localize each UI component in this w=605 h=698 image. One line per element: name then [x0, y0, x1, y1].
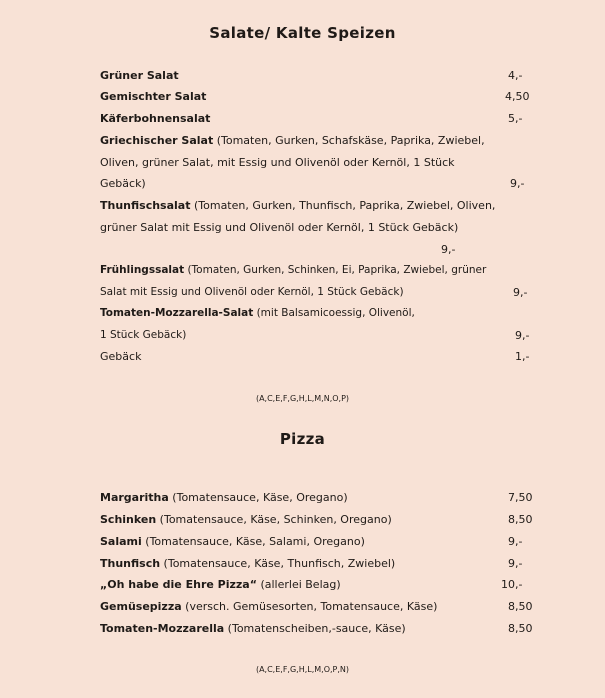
salads-title: Salate/ Kalte Speizen	[209, 24, 396, 42]
menu-item	[100, 509, 540, 530]
menu-item	[100, 618, 540, 639]
item-name: Käferbohnensalat	[100, 112, 211, 125]
item-description-line: Oliven, grüner Salat, mit Essig und Olivenöl oder Kernöl, 1 Stück	[100, 156, 455, 169]
item-name: Grüner Salat	[100, 69, 179, 82]
item-name: Schinken	[100, 513, 157, 526]
menu-item	[100, 130, 540, 151]
item-price: 9,-	[508, 557, 523, 570]
item-name: Tomaten-Mozzarella-Salat	[100, 307, 254, 319]
item-price: 4,-	[508, 69, 523, 82]
item-name: Thunfischsalat	[100, 199, 191, 212]
pizza-title: Pizza	[279, 430, 326, 448]
menu-item	[100, 596, 540, 617]
menu-item	[100, 346, 540, 367]
item-name: Griechischer Salat	[100, 134, 214, 147]
menu-item	[100, 260, 540, 281]
item-name: Thunfisch	[100, 557, 161, 570]
item-description: (Tomaten, Gurken, Schinken, Ei, Paprika, Zwiebel, grüner	[184, 264, 487, 276]
item-price: 9,-	[515, 329, 530, 342]
item-price: 9,-	[508, 535, 523, 548]
item-name: Gemischter Salat	[100, 90, 207, 103]
item-name: Frühlingssalat	[100, 264, 185, 276]
item-description: (Tomatensauce, Käse, Oregano)	[168, 491, 348, 504]
item-description-line: 1 Stück Gebäck)	[100, 329, 187, 341]
menu-item	[100, 195, 540, 216]
item-description-line: grüner Salat mit Essig und Olivenöl oder Kernöl, 1 Stück Gebäck)	[100, 221, 459, 234]
item-price: 8,50	[508, 622, 533, 635]
item-price: 8,50	[508, 513, 533, 526]
allergen-codes: (A,C,E,F,G,H,L,M,O,P,N)	[255, 665, 350, 674]
item-price: 4,50	[505, 90, 530, 103]
item-description: (Tomatensauce, Käse, Salami, Oregano)	[141, 535, 365, 548]
item-price: 10,-	[501, 578, 523, 591]
menu-item	[100, 487, 540, 508]
item-description: (allerlei Belag)	[256, 578, 341, 591]
item-description: (Tomatensauce, Käse, Schinken, Oregano)	[156, 513, 392, 526]
item-name: Margaritha	[100, 491, 169, 504]
item-price: 9,-	[513, 286, 528, 299]
item-name: Salami	[100, 535, 142, 548]
item-price: 5,-	[508, 112, 523, 125]
item-price: 9,-	[510, 177, 525, 190]
item-price: 7,50	[508, 491, 533, 504]
item-name: „Oh habe die Ehre Pizza“	[100, 578, 257, 591]
item-name: Gemüsepizza	[100, 600, 182, 613]
item-name: Gebäck	[100, 350, 142, 363]
item-price: 1,-	[515, 350, 530, 363]
menu-item	[100, 65, 540, 86]
menu-item	[100, 553, 540, 574]
item-description: (Tomatenscheiben,-sauce, Käse)	[224, 622, 406, 635]
item-price: 9,-	[441, 243, 456, 256]
item-description: (mit Balsamicoessig, Olivenöl,	[253, 307, 415, 319]
menu-item	[100, 86, 540, 107]
menu-item	[100, 531, 540, 552]
item-description: (Tomaten, Gurken, Schafskäse, Paprika, Zwiebel,	[213, 134, 485, 147]
item-description: (versch. Gemüsesorten, Tomatensauce, Käse)	[181, 600, 438, 613]
allergen-codes: (A,C,E,F,G,H,L,M,N,O,P)	[255, 394, 350, 403]
menu-item	[100, 108, 540, 129]
item-price: 8,50	[508, 600, 533, 613]
item-description-line: Salat mit Essig und Olivenöl oder Kernöl, 1 Stück Gebäck)	[100, 286, 404, 298]
menu-item	[100, 303, 540, 324]
item-name: Tomaten-Mozzarella	[100, 622, 225, 635]
item-description: (Tomatensauce, Käse, Thunfisch, Zwiebel)	[160, 557, 396, 570]
item-description: (Tomaten, Gurken, Thunfisch, Paprika, Zwiebel, Oliven,	[190, 199, 496, 212]
menu-item	[100, 574, 540, 595]
item-description-line: Gebäck)	[100, 177, 146, 190]
